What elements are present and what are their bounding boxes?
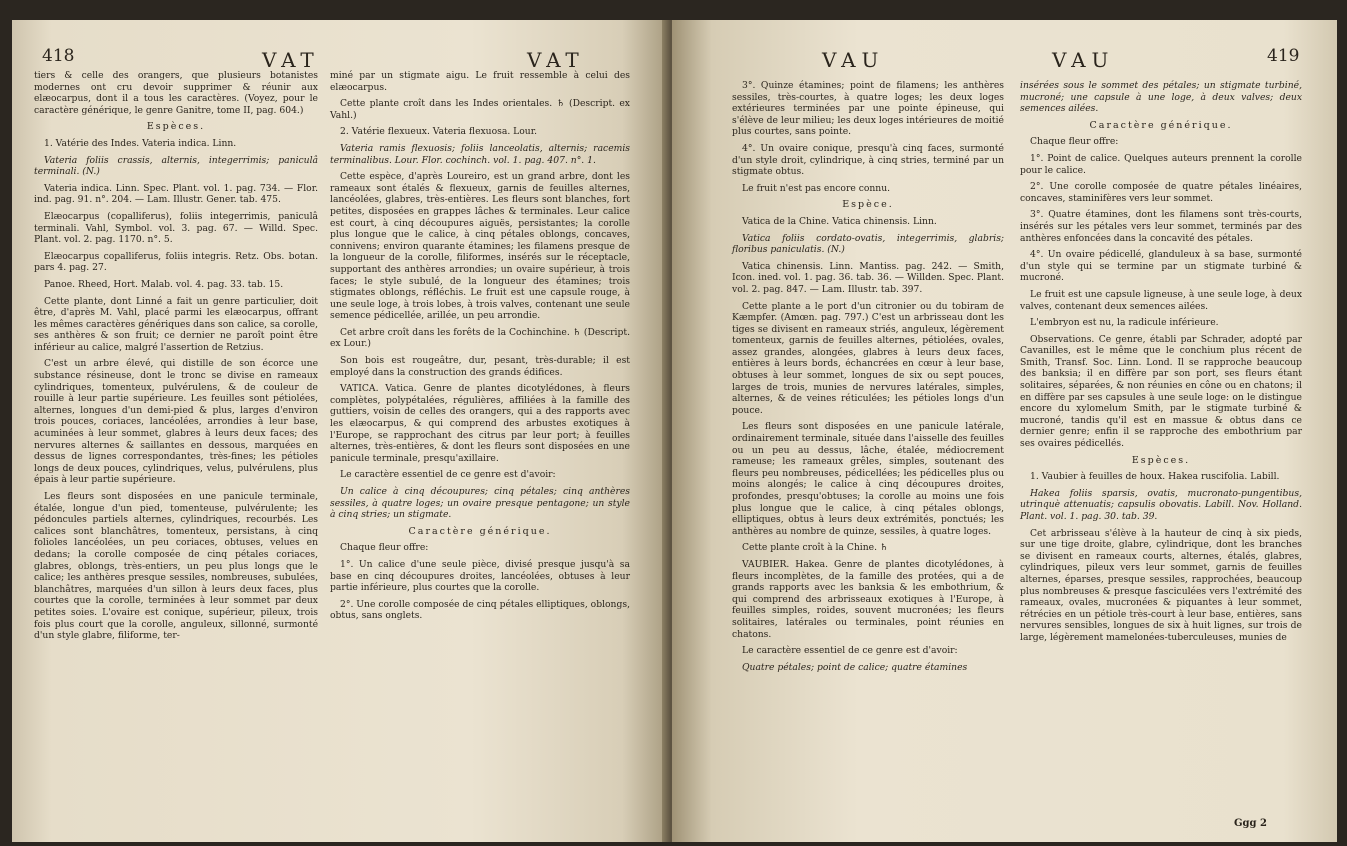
section-heading: Caractère générique. (1089, 119, 1233, 131)
paragraph: Vatica chinensis. Linn. Mantiss. pag. 242. — Smith, Icon. ined. vol. 1. pag. 36. tab. 36. — Willden. Spec. Plant. vol. 2. pag. 847. — Lam. Illustr. tab. 397. (732, 260, 1004, 295)
paragraph: Observations. Ce genre, établi par Schrader, adopté par Cavanilles, est le même que le conchium plus récent de Smith, Transf. Soc. Linn. Lond. Il se rapproche beaucoup des banksia; il en diffère par son port, ses fleurs étant solitaires, séparées, & non réunies en cône ou en chatons; il en diffère par ses capsules à une seule loge: on le distingue encore du xylomelum Smith, par le stigmate turbiné & mucroné, tandis qu'il est en massue & obtus dans ce dernier genre; enfin il se rapproche des embothrium par ses ovaires pédicellés. (1020, 333, 1302, 450)
page-number: 419 (1267, 46, 1300, 66)
paragraph: Quatre pétales; point de calice; quatre étamines (742, 661, 968, 673)
paragraph: Vateria indica. Linn. Spec. Plant. vol. 1. pag. 734. — Flor. ind. pag. 91. n°. 204. — Lam. Illustr. Gener. tab. 475. (34, 182, 318, 206)
paragraph: Vatica de la Chine. Vatica chinensis. Linn. (742, 215, 937, 227)
book-spread (12, 20, 1337, 842)
paragraph: 3°. Quatre étamines, dont les filamens sont très-courts, insérés sur les pétales vers leur sommet, terminés par des anthères enfoncées dans la concavité des pétales. (1020, 209, 1302, 244)
running-header-right: VAU (1052, 48, 1115, 72)
paragraph: VAUBIER. Hakea. Genre de plantes dicotylédones, à fleurs incomplètes, de la famille des protées, qui a de grands rapports avec les banksia & les embothrium, & qui comprend des arbrisseaux exotiques à l'Europe, à feuilles simples, roides, souvent mucronées; les fleurs solitaires, latérales ou terminales, point réunies en chatons. (732, 558, 1004, 640)
paragraph: Hakea foliis sparsis, ovatis, mucronato-pungentibus, utrinquè attenuatis; capsulis obovatis. Labill. Nov. Holland. Plant. vol. 1. pag. 30. tab. 39. (1020, 487, 1302, 522)
paragraph: Le caractère essentiel de ce genre est d'avoir: (742, 645, 958, 657)
paragraph: Chaque fleur offre: (1030, 136, 1119, 148)
paragraph: Le caractère essentiel de ce genre est d'avoir: (340, 469, 556, 481)
paragraph: C'est un arbre élevé, qui distille de son écorce une substance résineuse, dont le tronc se divise en rameaux cylindriques, tomenteux, pulvérulens, & de couleur de rouille à leur partie supérieure. Les feuilles sont pétiolées, alternes, longues d'un demi-pied & plus, larges d'environ trois pouces, coriaces, lancéolées, arrondies à leur base, acuminées à leur sommet, glabres à leurs deux faces; des nervures alternes & saillantes en dessous, marquées en dessus de lignes correspondantes, très-fines; les pétioles longs de deux pouces, cylindriques, velus, pulvérulens, plus épais à leur partie supérieure. (34, 358, 318, 486)
paragraph: 1°. Point de calice. Quelques auteurs prennent la corolle pour le calice. (1020, 152, 1302, 176)
right-page (672, 20, 1337, 842)
paragraph: 1. Vaubier à feuilles de houx. Hakea ruscifolia. Labill. (1030, 471, 1280, 483)
paragraph: 1°. Un calice d'une seule pièce, divisé presque jusqu'à sa base en cinq découpures droites, lancéolées, obtuses à leur partie inférieure, plus courtes que la corolle. (330, 558, 630, 594)
left-page (12, 20, 668, 842)
paragraph: miné par un stigmate aigu. Le fruit ressemble à celui des elæocarpus. (330, 70, 630, 93)
paragraph: 2. Vatérie flexueux. Vateria flexuosa. Lour. (340, 126, 538, 138)
right-column-2 (1020, 80, 1302, 649)
paragraph: 4°. Un ovaire pédicellé, glanduleux à sa base, surmonté d'un style qui se termine par un stigmate turbiné & mucroné. (1020, 249, 1302, 284)
running-header-left: VAU (822, 48, 885, 72)
paragraph: Les fleurs sont disposées en une panicule terminale, étalée, longue d'un pied, tomenteuse, pulvérulente; les pédoncules partiels alternes, cylindriques, recourbés. Les calices sont blanchâtres, tomenteux, persistans, à cinq folioles lancéolées, un peu coriaces, obtuses, velues en dedans; la corolle composée de cinq pétales coriaces, glabres, oblongs, très-entiers, un peu plus longs que le calice; les anthères presque sessiles, nombreuses, subulées, blanchâtres, marquées d'un sillon à leurs deux faces, plus courtes que la corolle, terminées à leur sommet par deux petites soies. L'ovaire est conique, supérieur, pileux, trois fois plus court que la corolle, anguleux, sillonné, surmonté d'un style glabre, filiforme, ter- (34, 491, 318, 642)
paragraph: Panoe. Rheed, Hort. Malab. vol. 4. pag. 33. tab. 15. (44, 278, 284, 290)
left-column-1 (34, 70, 318, 647)
paragraph: Vateria ramis flexuosis; foliis lanceolatis, alternis; racemis terminalibus. Lour. Flor. cochinch. vol. 1. pag. 407. n°. 1. (330, 142, 630, 166)
paragraph: Cette plante, dont Linné a fait un genre particulier, doit être, d'après M. Vahl, placé parmi les elæocarpus, offrant les mêmes caractères génériques dans son calice, sa corolle, ses anthères & son fruit; ce dernier ne paroît point être inférieur au calice, malgré l'assertion de Retzius. (34, 295, 318, 353)
paragraph: Cet arbrisseau s'élève à la hauteur de cinq à six pieds, sur une tige droite, glabre, cylindrique, dont les branches se divisent en rameaux courts, alternes, étalés, glabres, cylindriques, pileux vers leur sommet, garnis de feuilles alternes, éparses, presque sessiles, rapprochées, beaucoup plus nombreuses & presque fasciculées vers l'extrémité des rameaux, ovales, mucronées & piquantes à leur sommet, rétrécies en un pétiole très-court à leur base, entières, sans nervures sensibles, longues de six à huit lignes, sur trois de large, légèrement mamelonées-tuberculeuses, munies de (1020, 527, 1302, 643)
page-number: 418 (42, 46, 75, 66)
section-heading: Caractère générique. (408, 525, 552, 537)
paragraph: VATICA. Vatica. Genre de plantes dicotylédones, à fleurs complètes, polypétalées, régulières, affiliées à la famille des guttiers, voisin de celles des orangers, qui a des rapports avec les elæocarpus, & qui comprend des arbustes exotiques à l'Europe, se rapprochant des citrus par leur port; à feuilles alternes, très-entières, & dont les fleurs sont disposées en une panicule terminale, presqu'axillaire. (330, 383, 630, 464)
paragraph: Un calice à cinq découpures; cinq pétales; cinq anthères sessiles, à quatre loges; un ovaire presque pentagone; un style à cinq stries; un stigmate. (330, 486, 630, 521)
right-column-1 (732, 80, 1004, 678)
paragraph: Vatica foliis cordato-ovatis, integerrimis, glabris; floribus paniculatis. (N.) (732, 232, 1004, 256)
paragraph: Le fruit est une capsule ligneuse, à une seule loge, à deux valves, contenant deux semences ailées. (1020, 288, 1302, 312)
section-heading: Espèces. (1131, 454, 1191, 466)
paragraph: Vateria foliis crassis, alternis, integerrimis; paniculâ terminali. (N.) (34, 154, 318, 178)
signature-mark: Ggg 2 (1234, 818, 1267, 829)
paragraph: Elæocarpus (copalliferus), foliis integerrimis, paniculâ terminali. Vahl, Symbol. vol. 3. pag. 67. — Willd. Spec. Plant. vol. 2. pag. 1170. n°. 5. (34, 210, 318, 246)
paragraph: Cet arbre croît dans les forêts de la Cochinchine. ♄ (Descript. ex Lour.) (330, 326, 630, 350)
paragraph: L'embryon est nu, la radicule inférieure. (1030, 317, 1219, 329)
paragraph: Les fleurs sont disposées en une panicule latérale, ordinairement terminale, située dans l'aisselle des feuilles ou un peu au dessus, lâche, étalée, médiocrement rameuse; les rameaux grêles, simples, soutenant des fleurs peu nombreuses, pédicellées; les pédicelles plus ou moins alongés; le calice à cinq découpures droites, profondes, presqu'obtuses; la corolle au moins une fois plus longue que le calice, à cinq pétales oblongs, elliptiques, obtus à leurs deux extrémités, ponctués; les anthères au nombre de quinze, sessiles, à quatre loges. (732, 421, 1004, 537)
paragraph: tiers & celle des orangers, que plusieurs botanistes modernes ont cru devoir supprimer & réunir aux elæocarpus, dont il a tous les caractères. (Voyez, pour le caractère générique, le genre Ganitre, tome II, pag. 604.) (34, 70, 318, 116)
running-header-right: VAT (527, 48, 585, 72)
paragraph: Cette plante croît dans les Indes orientales. ♄ (Descript. ex Vahl.) (330, 98, 630, 121)
section-heading: Espèce. (842, 199, 894, 211)
paragraph: Son bois est rougeâtre, dur, pesant, très-durable; il est employé dans la construction des grands édifices. (330, 355, 630, 378)
section-heading: Espèces. (146, 121, 206, 133)
paragraph: Cette plante a le port d'un citronier ou du tobiram de Kæmpfer. (Amœn. pag. 797.) C'est un arbrisseau dont les tiges se divisent en rameaux striés, anguleux, légèrement tomenteux, garnis de feuilles alternes, pétiolées, ovales, assez grandes, alongées, glabres à leurs deux faces, entières à leurs bords, échancrées en cœur à leur base, obtuses à leur sommet, longues de six ou sept pouces, larges de trois, munies de nervures latérales, simples, alternes, & de veines réticulées; les pétioles longs d'un pouce. (732, 300, 1004, 416)
paragraph: Chaque fleur offre: (340, 542, 429, 554)
paragraph: Elæocarpus copalliferus, foliis integris. Retz. Obs. botan. pars 4. pag. 27. (34, 250, 318, 274)
left-column-2 (330, 70, 630, 627)
paragraph: 3°. Quinze étamines; point de filamens; les anthères sessiles, très-courtes, à quatre loges; les deux loges extérieures terminées par une pointe épineuse, qui s'élève de leur milieu; les deux loges intérieures de moitié plus courtes, sans pointe. (732, 80, 1004, 138)
paragraph: Le fruit n'est pas encore connu. (742, 182, 891, 194)
paragraph: 2°. Une corolle composée de quatre pétales linéaires, concaves, staminifères vers leur sommet. (1020, 181, 1302, 204)
running-header-left: VAT (262, 48, 320, 72)
paragraph: insérées sous le sommet des pétales; un stigmate turbiné, mucroné; une capsule à une loge, à deux valves; deux semences ailées. (1020, 80, 1302, 115)
paragraph: 2°. Une corolle composée de cinq pétales elliptiques, oblongs, obtus, sans onglets. (330, 598, 630, 622)
paragraph: 1. Vatérie des Indes. Vateria indica. Linn. (44, 137, 237, 149)
paragraph: 4°. Un ovaire conique, presqu'à cinq faces, surmonté d'un style droit, cylindrique, à cinq stries, terminé par un stigmate obtus. (732, 142, 1004, 178)
paragraph: Cette plante croît à la Chine. ♄ (742, 542, 889, 554)
paragraph: Cette espèce, d'après Loureiro, est un grand arbre, dont les rameaux sont étalés & flexueux, garnis de feuilles alternes, lancéolées, glabres, très-entières. Les fleurs sont blanches, fort petites, disposées en grappes lâches & terminales. Leur calice est court, à cinq découpures aiguës, persistantes; la corolle plus longue que le calice, à cinq pétales oblongs, concaves, connivens; environ quarante étamines; les filamens presque de la longueur de la corolle, filiformes, insérés sur le réceptacle, supportant des anthères arrondies; un ovaire supérieur, à trois faces; le style subulé, de la longueur des étamines; trois stigmates oblongs, réfléchis. Le fruit est une capsule rouge, à une seule loge, à trois lobes, à trois valves, contenant une seule semence pédicellée, arillée, un peu arrondie. (330, 171, 630, 322)
